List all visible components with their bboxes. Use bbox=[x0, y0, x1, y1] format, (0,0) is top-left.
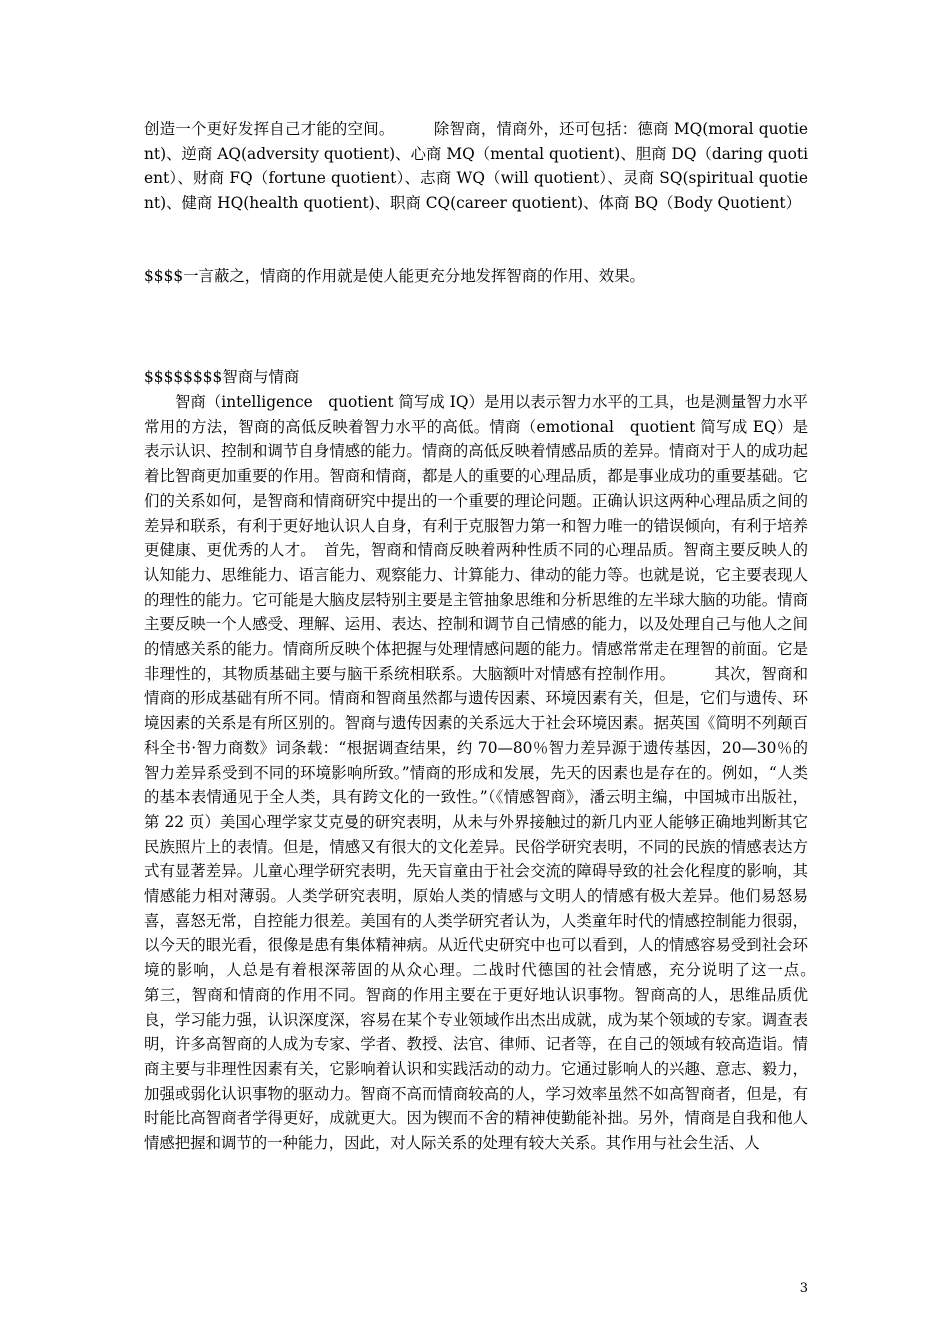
page-number: 3 bbox=[799, 1281, 808, 1296]
summary-line: $$$$一言蔽之，情商的作用就是使人能更充分地发挥智商的作用、效果。 bbox=[144, 267, 645, 285]
body-paragraph: 智商（intelligence quotient 简写成 IQ）是用以表示智力水平的工具，也是测量智力水平常用的方法，智商的高低反映着智力水平的高低。情商（emotional quotient 简写成 EQ）是表示认识、控制和调节自身情感的能力。情商的高低反映着情感品质的差异。情商对于人的成功起着比智商更加重要的作用。智商和情商，都是人的重要的心理品质，都是事业成功的重要基础。它们的关系如何，是智商和情商研究中提出的一个重要的理论问题。正确认识这两种心理品质之间的差异和联系，有利于更好地认识人自身，有利于克服智力第一和智力唯一的错误倾向，有利于培养更健康、更优秀的人才。 首先，智商和情商反映着两种性质不同的心理品质。智商主要反映人的认知能力、思维能力、语言能力、观察能力、计算能力、律动的能力等。也就是说，它主要表现人的理性的能力。它可能是大脑皮层特别主要是主管抽象思维和分析思维的左半球大脑的功能。情商主要反映一个人感受、理解、运用、表达、控制和调节自己情感的能力，以及处理自己与他人之间的情感关系的能力。情商所反映个体把握与处理情感问题的能力。情感常常走在理智的前面。它是非理性的，其物质基础主要与脑干系统相联系。大脑额叶对情感有控制作用。 其次，智商和情商的形成基础有所不同。情商和智商虽然都与遗传因素、环境因素有关，但是，它们与遗传、环境因素的关系是有所区别的。智商与遗传因素的关系远大于社会环境因素。据英国《简明不列颠百科全书·智力商数》词条载：“根据调查结果，约 70—80％智力差异源于遗传基因，20—30％的智力差异系受到不同的环境影响所致。”情商的形成和发展，先天的因素也是存在的。例如，“人类的基本表情通见于全人类，具有跨文化的一致性。”（《情感智商》，潘云明主编，中国城市出版社，第 22 页）美国心理学家艾克曼的研究表明，从未与外界接触过的新几内亚人能够正确地判断其它民族照片上的表情。但是，情感又有很大的文化差异。民俗学研究表明，不同的民族的情感表达方式有显著差异。儿童心理学研究表明，先天盲童由于社会交流的障碍导致的社会化程度的影响，其情感能力相对薄弱。人类学研究表明，原始人类的情感与文明人的情感有极大差异。他们易怒易喜，喜怒无常，自控能力很差。美国有的人类学研究者认为，人类童年时代的情感控制能力很弱，以今天的眼光看，很像是患有集体精神病。从近代史研究中也可以看到，人的情感容易受到社会环境的影响，人总是有着根深蒂固的从众心理。二战时代德国的社会情感，充分说明了这一点。 第三，智商和情商的作用不同。智商的作用主要在于更好地认识事物。智商高的人，思维品质优良，学习能力强，认识深度深，容易在某个专业领域作出杰出成就，成为某个领域的专家。调查表明，许多高智商的人成为专家、学者、教授、法官、律师、记者等，在自己的领域有较高造诣。情商主要与非理性因素有关，它影响着认识和实践活动的动力。它通过影响人的兴趣、意志、毅力，加强或弱化认识事物的驱动力。智商不高而情商较高的人，学习效率虽然不如高智商者，但是，有时能比高智商者学得更好，成就更大。因为锲而不舍的精神使勤能补拙。另外，情商是自我和他人情感把握和调节的一种能力，因此，对人际关系的处理有较大关系。其作用与社会生活、人 bbox=[144, 393, 855, 1153]
section-heading: $$$$$$$$智商与情商 bbox=[144, 368, 300, 386]
intro-paragraph: 创造一个更好发挥自己才能的空间。 除智商，情商外，还可包括：德商 MQ(moral quotient)、逆商 AQ(adversity quotient)、心商 MQ（mental quotient)、胆商 DQ（daring quotient）、财商 FQ（fortune quotient）、志商 WQ（will quotient）、灵商 SQ(spiritual quotient)、健商 HQ(health quotient)、职商 CQ(career quotient)、体商 BQ（Body Quotient） bbox=[144, 120, 808, 213]
